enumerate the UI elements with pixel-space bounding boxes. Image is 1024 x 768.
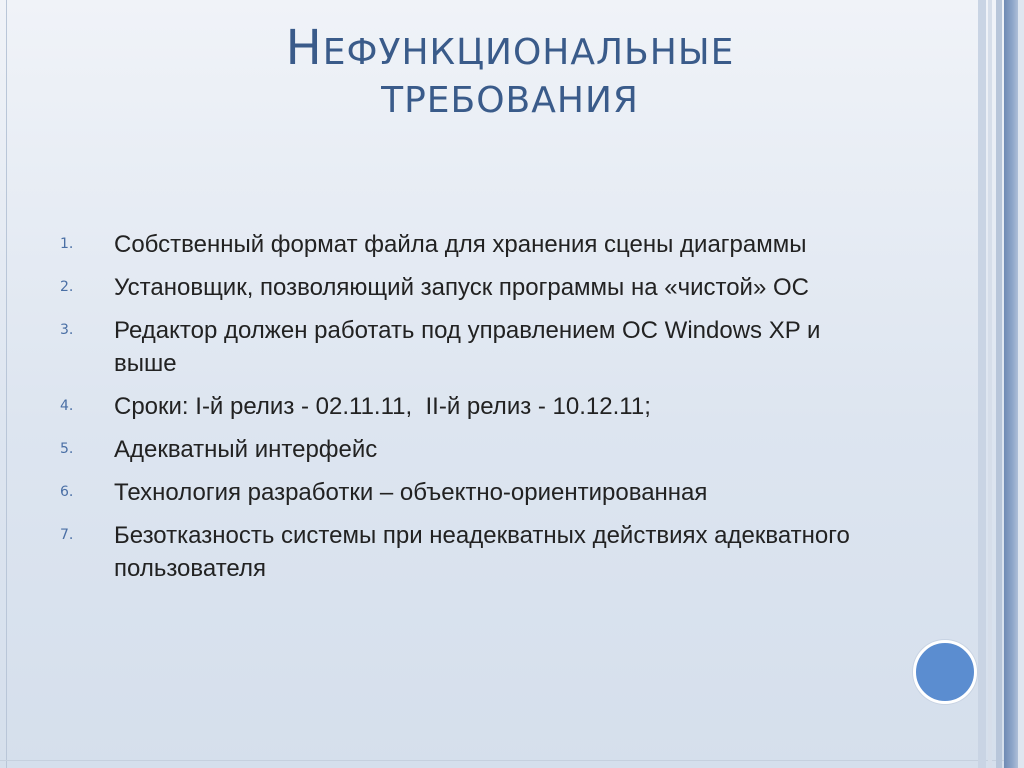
list-item-number: 3. [60,322,74,338]
list-item [60,390,900,423]
slide-title [130,18,890,123]
right-decor-stripe [1018,0,1024,768]
list-item-text: Собственный формат файла для хранения сцены диаграммы [114,231,807,258]
list-item-number: 5. [60,441,74,457]
list-item-number: 6. [60,484,74,500]
frame-left-line [6,0,7,768]
list-item-number: 4. [60,398,74,414]
list-item [60,271,900,304]
list-item [60,228,900,261]
title-line-1 [130,18,890,78]
list-item-text: Редактор должен работать под управлением ОС Windows XP и выше [114,317,821,377]
list-item-number: 2. [60,279,74,295]
list-item [60,519,900,585]
list-item [60,476,900,509]
list-item-text: Установщик, позволяющий запуск программы на «чистой» ОС [114,274,809,301]
list-item-text: Адекватный интерфейс [114,436,378,463]
title-initial: Н [285,20,323,76]
right-decor-stripe [978,0,986,768]
right-decor-stripe [988,0,992,768]
list-item-text: Технология разработки – объектно-ориентированная [114,479,708,506]
list-item-text: Сроки: I-й релиз - 02.11.11, II-й релиз - 10.12.11; [114,393,651,420]
list-item-number: 1. [60,236,74,252]
requirements-list [60,228,900,595]
list-item-text: Безотказность системы при неадекватных действиях адекватного пользователя [114,522,850,582]
list-item-number: 7. [60,527,74,543]
list-item [60,314,900,380]
title-line-2: ТРЕБОВАНИЯ [381,80,639,121]
title-line-1-rest: ЕФУНКЦИОНАЛЬНЫЕ [322,32,735,73]
right-decor-band [1004,0,1018,768]
right-decor-stripe [996,0,1002,768]
frame-bottom-line [0,760,1024,761]
decorative-circle [913,640,977,704]
list-item [60,433,900,466]
